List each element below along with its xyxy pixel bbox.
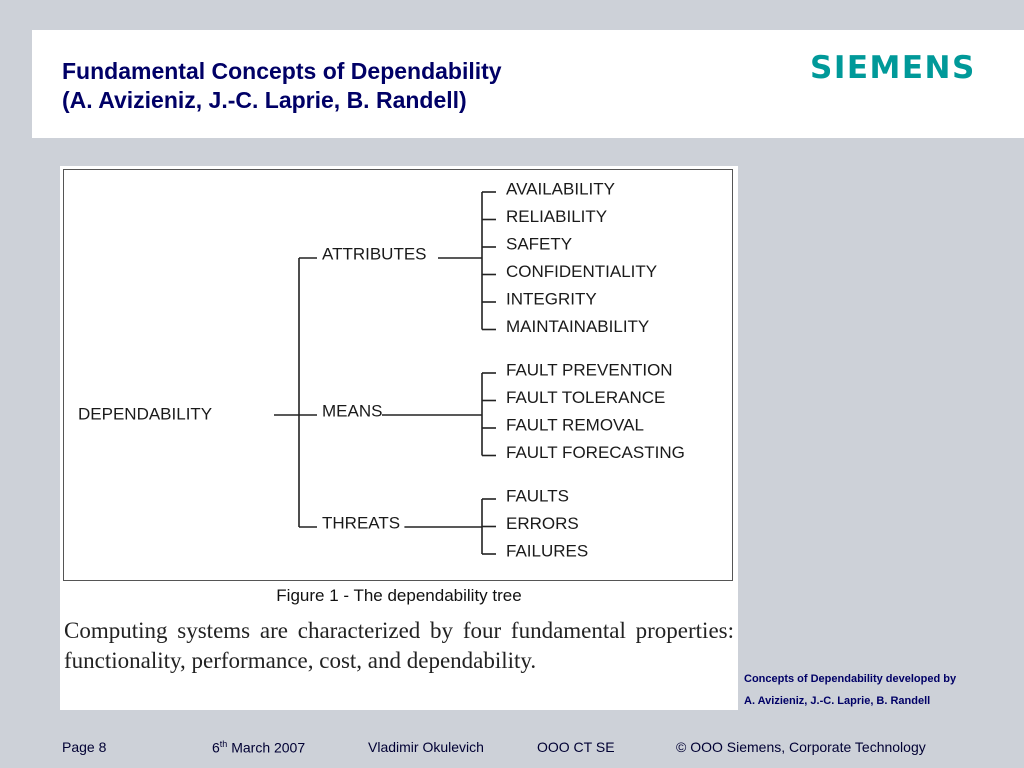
item-label-maintainability: MAINTAINABILITY [506, 316, 650, 336]
slide-header [32, 30, 1024, 138]
slide-title [62, 57, 502, 115]
footer-date [212, 739, 305, 756]
item-label-fault-tolerance: FAULT TOLERANCE [506, 387, 666, 407]
footer-date-day: 6 [212, 739, 220, 756]
footer-author: Vladimir Okulevich [368, 739, 484, 755]
item-label-availability: AVAILABILITY [506, 179, 615, 199]
siemens-logo: SIEMENS [810, 50, 976, 86]
footer-date-rest: March 2007 [227, 739, 306, 756]
item-label-fault-forecasting: FAULT FORECASTING [506, 442, 685, 462]
branch-label-threats: THREATS [322, 513, 401, 533]
dependability-figure [60, 166, 738, 710]
footer-page: Page 8 [62, 739, 107, 755]
side-note-line-2: A. Avizieniz, J.-C. Laprie, B. Randell [744, 695, 931, 707]
branch-label-attributes: ATTRIBUTES [322, 244, 427, 264]
item-label-failures: FAILURES [506, 541, 589, 561]
item-label-fault-removal: FAULT REMOVAL [506, 415, 644, 435]
item-label-fault-prevention: FAULT PREVENTION [506, 360, 673, 380]
item-label-confidentiality: CONFIDENTIALITY [506, 261, 658, 281]
slide-footer [0, 739, 1024, 759]
figure-paragraph: Computing systems are characterized by four fundamental properties: functionality, performance, cost, and dependability. [64, 618, 734, 673]
side-note-line-1: Concepts of Dependability developed by [744, 673, 957, 685]
tree-root-label: DEPENDABILITY [78, 404, 213, 424]
footer-date-suffix: th [219, 739, 228, 749]
item-label-integrity: INTEGRITY [506, 289, 597, 309]
item-label-safety: SAFETY [506, 234, 573, 254]
dependability-tree [63, 169, 733, 581]
branch-label-means: MEANS [322, 401, 383, 421]
item-label-faults: FAULTS [506, 486, 569, 506]
footer-org: OOO CT SE [537, 739, 615, 755]
title-line-1: Fundamental Concepts of Dependability [62, 58, 502, 84]
title-line-2: (A. Avizieniz, J.-C. Laprie, B. Randell) [62, 87, 467, 113]
tree-diagram [64, 170, 732, 580]
figure-caption: Figure 1 - The dependability tree [276, 586, 522, 605]
footer-copyright: © OOO Siemens, Corporate Technology [676, 739, 926, 755]
side-note [744, 668, 956, 712]
item-label-reliability: RELIABILITY [506, 206, 608, 226]
item-label-errors: ERRORS [506, 513, 579, 533]
